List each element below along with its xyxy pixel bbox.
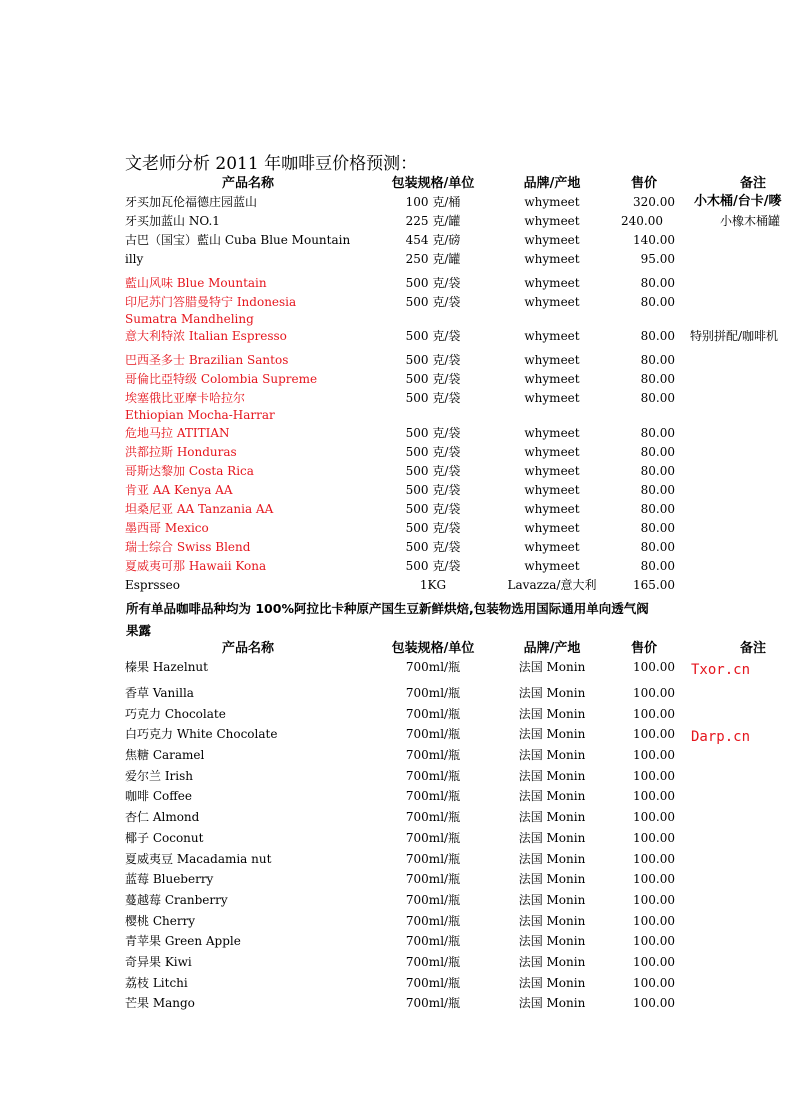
- syrup-price: 100.00: [633, 727, 675, 741]
- coffee-spec: 500 克/袋: [405, 559, 461, 573]
- coffee-brand: whymeet: [524, 391, 580, 405]
- coffee-brand: whymeet: [524, 502, 580, 516]
- syrup-brand: 法国 Monin: [518, 660, 586, 674]
- syrup-brand: 法国 Monin: [518, 810, 586, 824]
- syrup-name: 奇异果 Kiwi: [125, 955, 192, 969]
- coffee-spec: 500 克/袋: [405, 502, 461, 516]
- syrup-spec: 700ml/瓶: [405, 686, 461, 700]
- syrup-section-title: 果露: [126, 623, 152, 638]
- coffee-spec: 500 克/袋: [405, 391, 461, 405]
- coffee-name: 巴西圣多士 Brazilian Santos: [125, 353, 289, 367]
- coffee-price: 140.00: [633, 233, 675, 247]
- syrup-spec: 700ml/瓶: [405, 976, 461, 990]
- header-product-name: 产品名称: [221, 641, 274, 656]
- syrup-brand: 法国 Monin: [518, 914, 586, 928]
- syrup-spec: 700ml/瓶: [405, 727, 461, 741]
- header-brand-origin: 品牌/产地: [523, 176, 581, 191]
- coffee-name: 坦桑尼亚 AA Tanzania AA: [125, 502, 274, 516]
- syrup-spec: 700ml/瓶: [405, 872, 461, 886]
- coffee-name: 墨西哥 Mexico: [125, 521, 209, 535]
- syrup-name: 焦糖 Caramel: [125, 748, 205, 762]
- coffee-spec: 500 克/袋: [405, 426, 461, 440]
- coffee-brand: whymeet: [524, 252, 580, 266]
- syrup-brand: 法国 Monin: [518, 686, 586, 700]
- syrup-name: 荔枝 Litchi: [125, 976, 188, 990]
- coffee-brand: whymeet: [524, 233, 580, 247]
- coffee-name: 哥倫比亞特级 Colombia Supreme: [125, 372, 318, 386]
- syrup-price: 100.00: [633, 893, 675, 907]
- coffee-name: 危地马拉 ATITIAN: [125, 426, 230, 440]
- page-title: 文老师分析 2011 年咖啡豆价格预测：: [125, 154, 418, 174]
- syrup-name: 咖啡 Coffee: [125, 789, 192, 803]
- coffee-price: 80.00: [640, 329, 675, 343]
- coffee-price: 165.00: [633, 578, 675, 592]
- coffee-name: 夏威夷可那 Hawaii Kona: [125, 559, 267, 573]
- syrup-brand: 法国 Monin: [518, 789, 586, 803]
- coffee-brand: whymeet: [524, 276, 580, 290]
- coffee-price: 80.00: [640, 559, 675, 573]
- coffee-brand: whymeet: [524, 540, 580, 554]
- syrup-brand: 法国 Monin: [518, 769, 586, 783]
- syrup-price: 100.00: [633, 934, 675, 948]
- syrup-name: 椰子 Coconut: [125, 831, 204, 845]
- syrup-spec: 700ml/瓶: [405, 769, 461, 783]
- watermark-text: Txor.cn: [691, 662, 751, 678]
- syrup-name: 榛果 Hazelnut: [125, 660, 208, 674]
- coffee-name: Esprsseo: [125, 578, 180, 592]
- coffee-brand: whymeet: [524, 372, 580, 386]
- coffee-price: 80.00: [640, 464, 675, 478]
- syrup-brand: 法国 Monin: [518, 831, 586, 845]
- coffee-spec: 500 克/袋: [405, 521, 461, 535]
- syrup-spec: 700ml/瓶: [405, 810, 461, 824]
- coffee-note: 小木桶/台卡/嘜: [694, 194, 782, 209]
- coffee-brand: whymeet: [524, 353, 580, 367]
- syrup-spec: 700ml/瓶: [405, 852, 461, 866]
- syrup-name: 爱尔兰 Irish: [125, 769, 194, 783]
- coffee-name: 洪都拉斯 Honduras: [125, 445, 237, 459]
- watermark-text: Darp.cn: [691, 729, 751, 745]
- packaging-note: 所有单品咖啡品种均为 100%阿拉比卡种原产国生豆新鲜烘焙,包装物选用国际通用单向透气阀: [126, 601, 649, 616]
- syrup-spec: 700ml/瓶: [405, 660, 461, 674]
- header-note: 备注: [739, 176, 766, 191]
- coffee-price: 80.00: [640, 295, 675, 309]
- syrup-spec: 700ml/瓶: [405, 707, 461, 721]
- coffee-name: 藍山风味 Blue Mountain: [125, 276, 267, 290]
- syrup-name: 芒果 Mango: [125, 996, 195, 1010]
- syrup-name: 青苹果 Green Apple: [125, 934, 241, 948]
- coffee-name: 牙买加蓝山 NO.1: [125, 214, 220, 228]
- coffee-price: 80.00: [640, 276, 675, 290]
- syrup-spec: 700ml/瓶: [405, 893, 461, 907]
- coffee-price: 80.00: [640, 521, 675, 535]
- header-brand-origin: 品牌/产地: [523, 641, 581, 656]
- coffee-price: 80.00: [640, 372, 675, 386]
- header-product-name: 产品名称: [221, 176, 274, 191]
- header-price: 售价: [630, 176, 657, 191]
- coffee-price: 80.00: [640, 426, 675, 440]
- syrup-spec: 700ml/瓶: [405, 934, 461, 948]
- coffee-name: 牙买加瓦伦福德庄园蓝山: [125, 195, 258, 209]
- coffee-name: 意大利特浓 Italian Espresso: [125, 329, 287, 343]
- syrup-price: 100.00: [633, 831, 675, 845]
- syrup-price: 100.00: [633, 852, 675, 866]
- coffee-brand: whymeet: [524, 426, 580, 440]
- syrup-brand: 法国 Monin: [518, 955, 586, 969]
- coffee-price: 95.00: [640, 252, 675, 266]
- coffee-price: 320.00: [633, 195, 675, 209]
- syrup-brand: 法国 Monin: [518, 727, 586, 741]
- syrup-brand: 法国 Monin: [518, 934, 586, 948]
- syrup-name: 蓝莓 Blueberry: [125, 872, 214, 886]
- syrup-brand: 法国 Monin: [518, 872, 586, 886]
- coffee-name: 哥斯达黎加 Costa Rica: [125, 464, 254, 478]
- syrup-price: 100.00: [633, 810, 675, 824]
- header-note: 备注: [739, 641, 766, 656]
- coffee-name: illy: [125, 252, 144, 266]
- syrup-price: 100.00: [633, 914, 675, 928]
- syrup-price: 100.00: [633, 769, 675, 783]
- coffee-spec: 500 克/袋: [405, 276, 461, 290]
- coffee-price: 80.00: [640, 502, 675, 516]
- header-package-spec: 包装规格/单位: [391, 641, 475, 656]
- coffee-brand: whymeet: [524, 464, 580, 478]
- coffee-spec: 500 克/袋: [405, 464, 461, 478]
- syrup-brand: 法国 Monin: [518, 893, 586, 907]
- syrup-price: 100.00: [633, 660, 675, 674]
- syrup-price: 100.00: [633, 748, 675, 762]
- syrup-spec: 700ml/瓶: [405, 996, 461, 1010]
- syrup-name: 杏仁 Almond: [125, 810, 200, 824]
- syrup-brand: 法国 Monin: [518, 996, 586, 1010]
- syrup-name: 白巧克力 White Chocolate: [125, 727, 278, 741]
- syrup-spec: 700ml/瓶: [405, 748, 461, 762]
- syrup-name: 夏威夷豆 Macadamia nut: [125, 852, 272, 866]
- syrup-spec: 700ml/瓶: [405, 789, 461, 803]
- syrup-price: 100.00: [633, 996, 675, 1010]
- coffee-spec: 1KG: [419, 578, 447, 592]
- syrup-name: 巧克力 Chocolate: [125, 707, 226, 721]
- syrup-spec: 700ml/瓶: [405, 914, 461, 928]
- coffee-price: 80.00: [640, 445, 675, 459]
- syrup-brand: 法国 Monin: [518, 852, 586, 866]
- coffee-name: 印尼苏门答腊曼特宁 Indonesia: [125, 295, 297, 309]
- coffee-spec: 500 克/袋: [405, 483, 461, 497]
- coffee-brand: whymeet: [524, 559, 580, 573]
- coffee-brand: whymeet: [524, 445, 580, 459]
- syrup-spec: 700ml/瓶: [405, 955, 461, 969]
- coffee-spec: 225 克/罐: [405, 214, 461, 228]
- syrup-name: 樱桃 Cherry: [125, 914, 196, 928]
- coffee-note: 小橡木桶罐: [720, 214, 781, 228]
- coffee-spec: 500 克/袋: [405, 329, 461, 343]
- coffee-spec: 500 克/袋: [405, 540, 461, 554]
- coffee-spec: 100 克/桶: [405, 195, 461, 209]
- coffee-name: 埃塞俄比亚摩卡哈拉尔: [125, 391, 246, 405]
- header-price: 售价: [630, 641, 657, 656]
- coffee-brand: whymeet: [524, 329, 580, 343]
- coffee-brand: whymeet: [524, 521, 580, 535]
- coffee-brand: whymeet: [524, 214, 580, 228]
- coffee-name-continued: Ethiopian Mocha-Harrar: [125, 408, 275, 422]
- coffee-brand: Lavazza/意大利: [507, 578, 597, 592]
- syrup-price: 100.00: [633, 955, 675, 969]
- coffee-price: 240.00: [621, 214, 663, 228]
- coffee-brand: whymeet: [524, 483, 580, 497]
- coffee-name: 肯亚 AA Kenya AA: [125, 483, 233, 497]
- coffee-name: 瑞士综合 Swiss Blend: [125, 540, 251, 554]
- coffee-price: 80.00: [640, 483, 675, 497]
- coffee-spec: 250 克/罐: [405, 252, 461, 266]
- syrup-name: 蔓越莓 Cranberry: [125, 893, 228, 907]
- coffee-spec: 500 克/袋: [405, 353, 461, 367]
- syrup-brand: 法国 Monin: [518, 748, 586, 762]
- coffee-price: 80.00: [640, 540, 675, 554]
- coffee-brand: whymeet: [524, 295, 580, 309]
- coffee-price: 80.00: [640, 353, 675, 367]
- coffee-note: 特别拼配/咖啡机: [690, 329, 779, 343]
- header-package-spec: 包装规格/单位: [391, 176, 475, 191]
- syrup-price: 100.00: [633, 707, 675, 721]
- coffee-brand: whymeet: [524, 195, 580, 209]
- coffee-spec: 500 克/袋: [405, 372, 461, 386]
- coffee-spec: 500 克/袋: [405, 445, 461, 459]
- syrup-brand: 法国 Monin: [518, 976, 586, 990]
- syrup-price: 100.00: [633, 686, 675, 700]
- syrup-name: 香草 Vanilla: [125, 686, 194, 700]
- coffee-spec: 454 克/磅: [405, 233, 461, 247]
- syrup-price: 100.00: [633, 976, 675, 990]
- coffee-price: 80.00: [640, 391, 675, 405]
- coffee-name-continued: Sumatra Mandheling: [125, 312, 254, 326]
- syrup-price: 100.00: [633, 789, 675, 803]
- coffee-spec: 500 克/袋: [405, 295, 461, 309]
- syrup-price: 100.00: [633, 872, 675, 886]
- syrup-brand: 法国 Monin: [518, 707, 586, 721]
- syrup-spec: 700ml/瓶: [405, 831, 461, 845]
- coffee-name: 古巴（国宝）藍山 Cuba Blue Mountain: [125, 233, 351, 247]
